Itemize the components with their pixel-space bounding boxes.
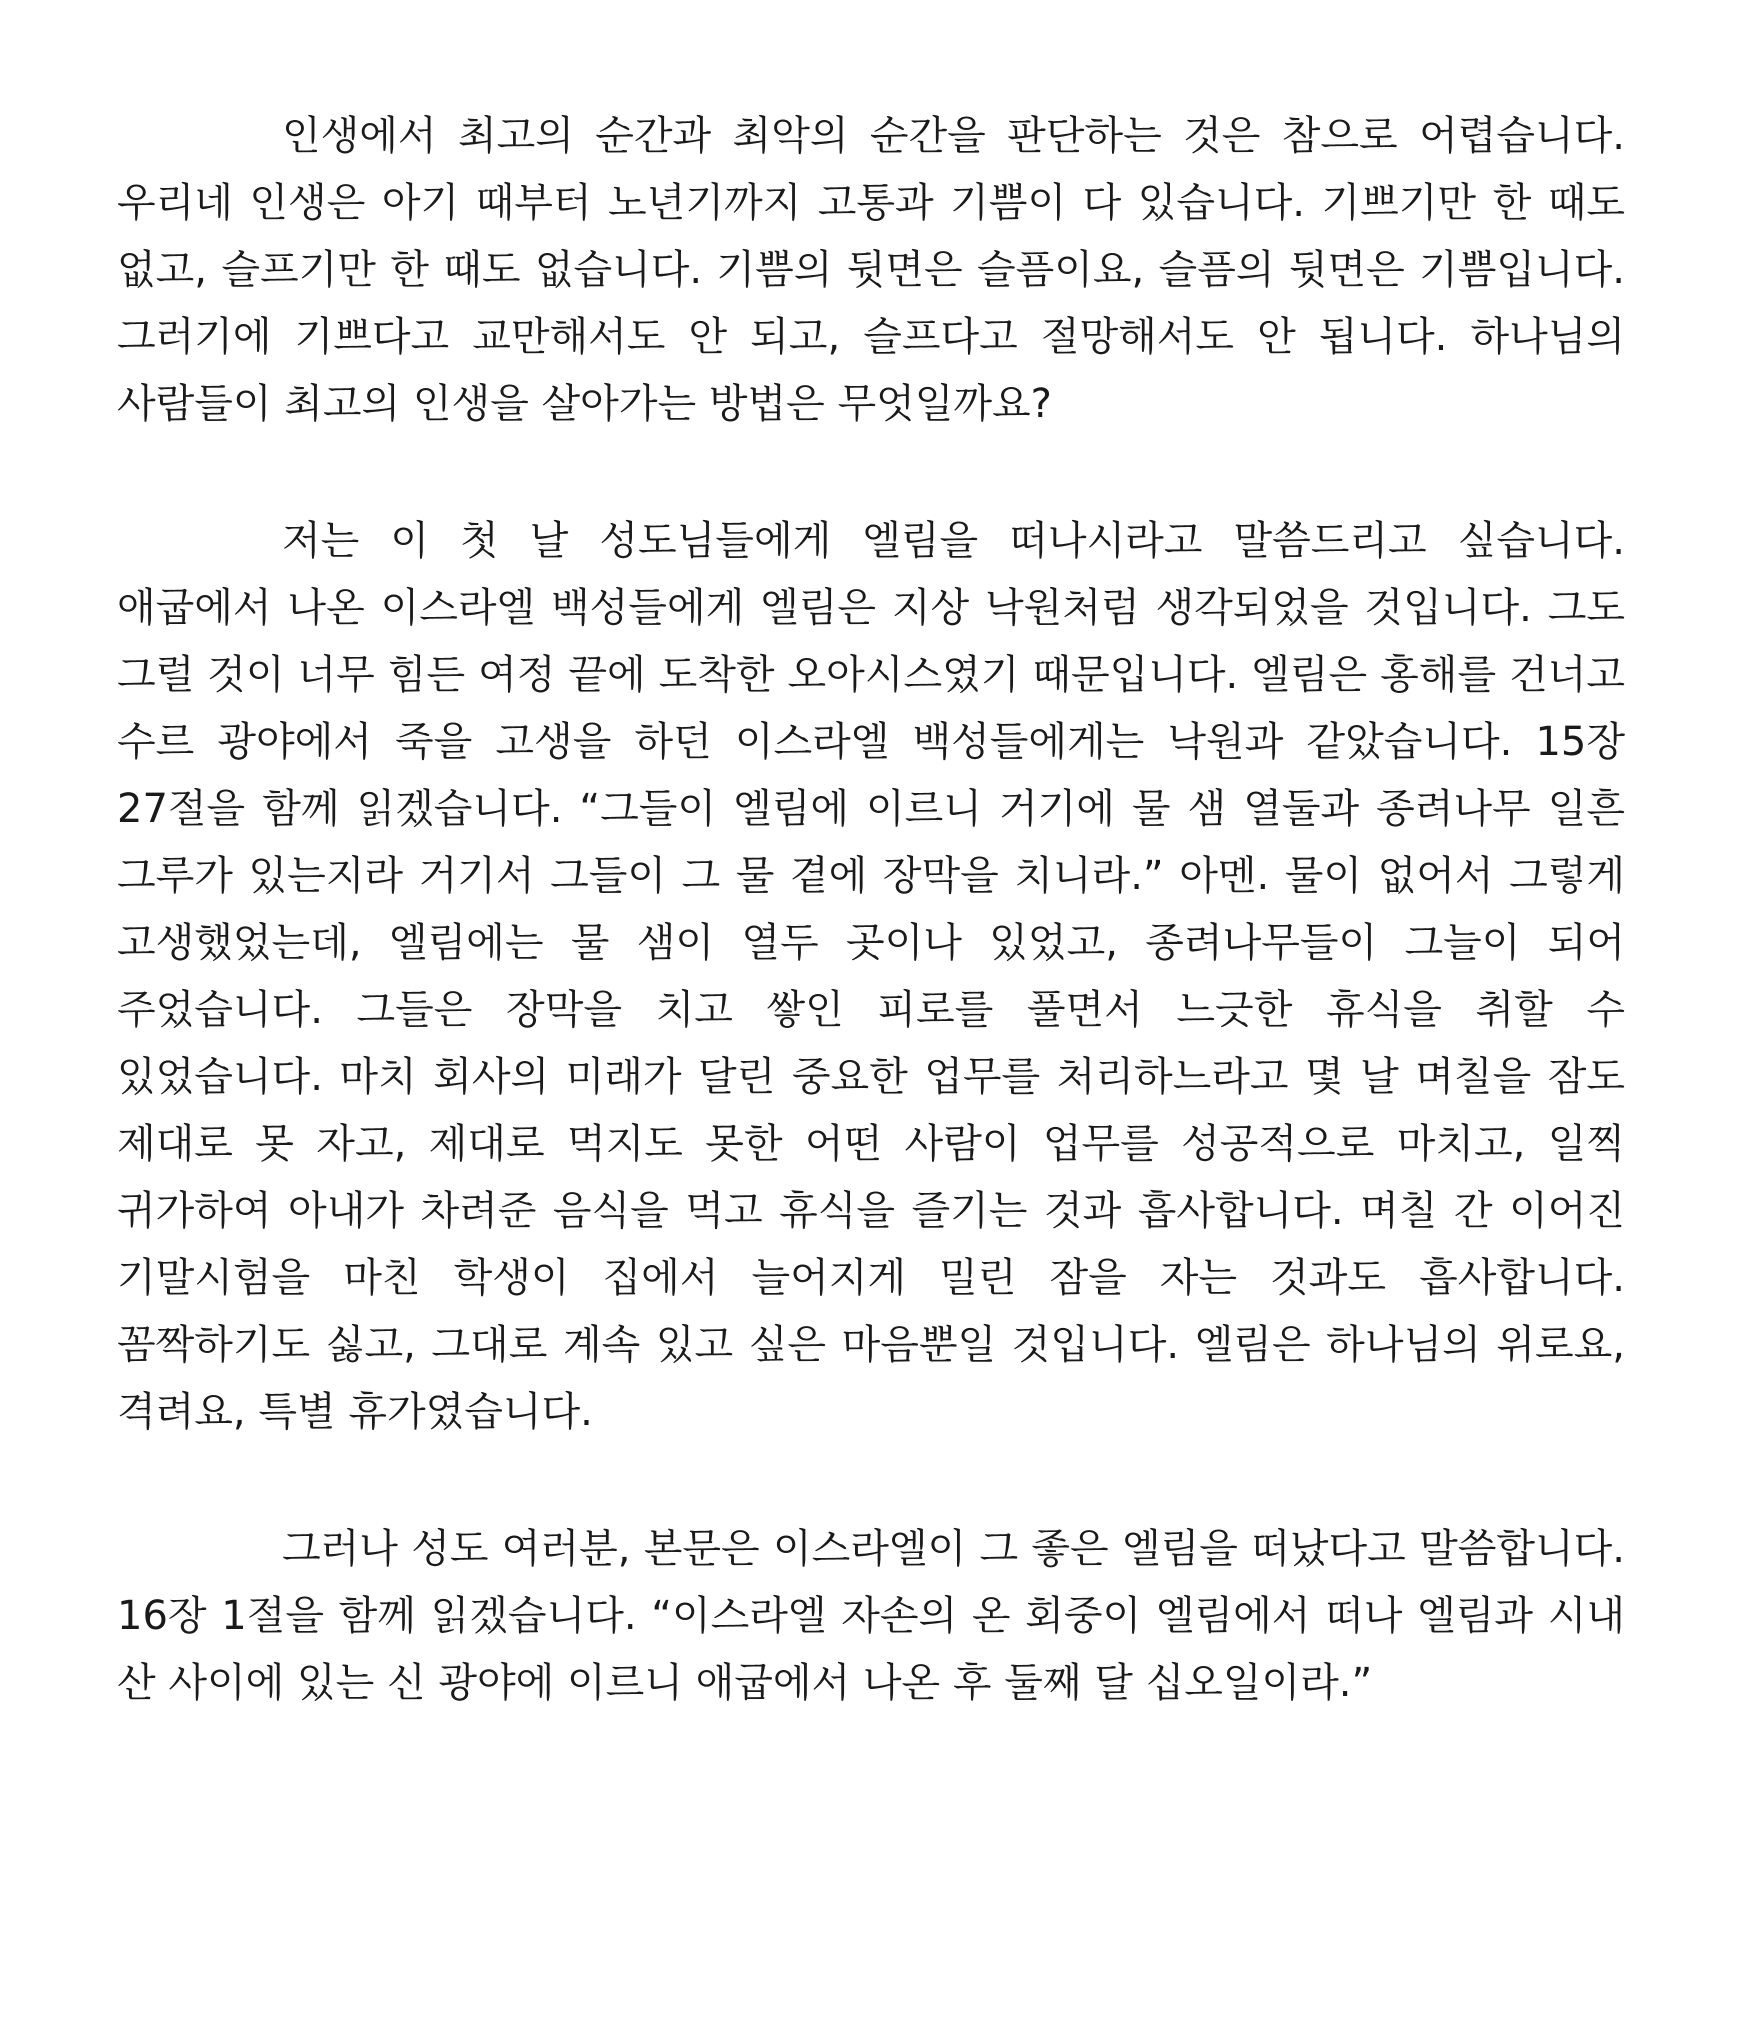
paragraph-2: 저는 이 첫 날 성도님들에게 엘림을 떠나시라고 말씀드리고 싶습니다. 애굽에서 나온 이스라엘 백성들에게 엘림은 지상 낙원처럼 생각되었을 것입니다. 그도 그럴 것이 너무 힘든 여정 끝에 도착한 오아시스였기 때문입니다. 엘림은 홍해를 건너고 수르 광야에서 죽을 고생을 하던 이스라엘 백성들에게는 낙원과 같았습니다. 15장 27절을 함께 읽겠습니다. “그들이 엘림에 이르니 거기에 물 샘 열둘과 종려나무 일흔 그루가 있는지라 거기서 그들이 그 물 곁에 장막을 치니라.” 아멘. 물이 없어서 그렇게 고생했었는데, 엘림에는 물 샘이 열두 곳이나 있었고, 종려나무들이 그늘이 되어 주었습니다. 그들은 장막을 치고 쌓인 피로를 풀면서 느긋한 휴식을 취할 수 있었습니다. 마치 회사의 미래가 달린 중요한 업무를 처리하느라고 몇 날 며칠을 잠도 제대로 못 자고, 제대로 먹지도 못한 어떤 사람이 업무를 성공적으로 마치고, 일찍 귀가하여 아내가 차려준 음식을 먹고 휴식을 즐기는 것과 흡사합니다. 며칠 간 이어진 기말시험을 마친 학생이 집에서 늘어지게 밀린 잠을 자는 것과도 흡사합니다. 꼼짝하기도 싫고, 그대로 계속 있고 싶은 마음뿐일 것입니다. 엘림은 하나님의 위로요, 격려요, 특별 휴가였습니다. — [117, 518, 1626, 1435]
document-body — [117, 103, 1625, 1717]
paragraph-3: 그러나 성도 여러분, 본문은 이스라엘이 그 좋은 엘림을 떠났다고 말씀합니다. 16장 1절을 함께 읽겠습니다. “이스라엘 자손의 온 회중이 엘림에서 떠나 엘림과 시내 산 사이에 있는 신 광야에 이르니 애굽에서 나온 후 둘째 달 십오일이라.” — [117, 1526, 1625, 1706]
paragraph-1: 인생에서 최고의 순간과 최악의 순간을 판단하는 것은 참으로 어렵습니다. 우리네 인생은 아기 때부터 노년기까지 고통과 기쁨이 다 있습니다. 기쁘기만 한 때도 없고, 슬프기만 한 때도 없습니다. 기쁨의 뒷면은 슬픔이요, 슬픔의 뒷면은 기쁨입니다. 그러기에 기쁘다고 교만해서도 안 되고, 슬프다고 절망해서도 안 됩니다. 하나님의 사람들이 최고의 인생을 살아가는 방법은 무엇일까요? — [117, 113, 1625, 427]
